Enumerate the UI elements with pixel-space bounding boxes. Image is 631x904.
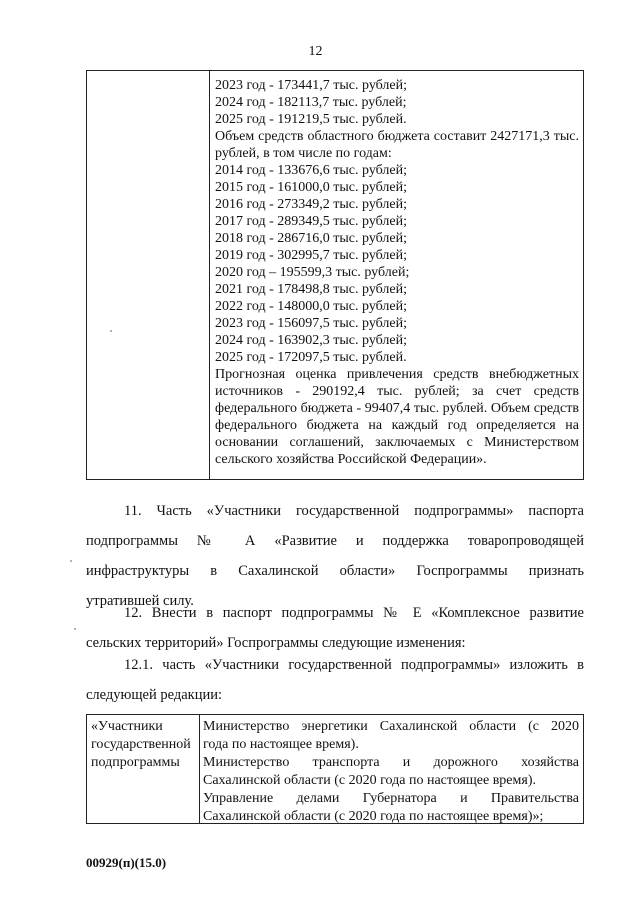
paragraph-line: 11. Часть «Участники государственной подпрограммы» паспорта bbox=[124, 503, 584, 519]
funding-table-right-cell bbox=[215, 77, 579, 468]
extrabudgetary-note: Прогнозная оценка привлечения средств внебюджетных источников - 290192,4 тыс. рублей; за счет средств федерального бюджета - 99407,4 тыс. рублей. Объем средств федерального бюджета на каждый год определяется на основании соглашений, заключаемых с Министерством сельского хозяйства Российской Федерации». bbox=[215, 367, 579, 467]
page-number: 12 bbox=[308, 44, 323, 59]
participant-line: Управление делами Губернатора и Правительства bbox=[203, 791, 579, 806]
table-column-divider bbox=[199, 715, 200, 823]
funding-line: 2025 год - 172097,5 тыс. рублей. bbox=[215, 350, 407, 365]
participant-line: Сахалинской области (с 2020 года по настоящее время)»; bbox=[203, 809, 544, 824]
paragraph-line: подпрограммы № А «Развитие и поддержка товаропроводящей bbox=[86, 533, 584, 549]
paragraph-line: 12.1. часть «Участники государственной подпрограммы» изложить в bbox=[124, 657, 584, 673]
document-code: 00929(п)(15.0) bbox=[86, 855, 167, 870]
participant-line: года по настоящее время). bbox=[203, 737, 359, 752]
participants-table bbox=[86, 714, 584, 824]
participants-value-cell bbox=[203, 718, 579, 826]
paragraph-12 bbox=[86, 598, 584, 658]
participant-line: Министерство энергетики Сахалинской области (с 2020 bbox=[203, 719, 579, 734]
funding-line: 2015 год - 161000,0 тыс. рублей; bbox=[215, 180, 408, 195]
funding-line: 2018 год - 286716,0 тыс. рублей; bbox=[215, 231, 408, 246]
paragraph-line: инфраструктуры в Сахалинской области» Госпрограммы признать bbox=[86, 563, 584, 579]
funding-line: 2025 год - 191219,5 тыс. рублей. bbox=[215, 112, 407, 127]
funding-line: 2020 год – 195599,3 тыс. рублей; bbox=[215, 265, 410, 280]
funding-line: 2024 год - 163902,3 тыс. рублей; bbox=[215, 333, 408, 348]
funding-line: 2023 год - 156097,5 тыс. рублей; bbox=[215, 316, 408, 331]
paragraph-line: сельских территорий» Госпрограммы следующие изменения: bbox=[86, 635, 466, 651]
paragraph-line: следующей редакции: bbox=[86, 687, 223, 703]
funding-line: 2016 год - 273349,2 тыс. рублей; bbox=[215, 197, 408, 212]
scan-speck bbox=[70, 560, 72, 562]
funding-line: 2014 год - 133676,6 тыс. рублей; bbox=[215, 163, 408, 178]
paragraph-line: 12. Внести в паспорт подпрограммы № Е «Комплексное развитие bbox=[124, 605, 584, 621]
participants-label-cell: «Участники государственной подпрограммы bbox=[91, 719, 191, 770]
funding-line: 2024 год - 182113,7 тыс. рублей; bbox=[215, 95, 407, 110]
scan-speck bbox=[74, 628, 76, 630]
funding-line: 2019 год - 302995,7 тыс. рублей; bbox=[215, 248, 408, 263]
participant-line: Министерство транспорта и дорожного хозяйства bbox=[203, 755, 579, 770]
funding-line: 2023 год - 173441,7 тыс. рублей; bbox=[215, 78, 408, 93]
participant-line: Сахалинской области (с 2020 года по настоящее время). bbox=[203, 773, 536, 788]
scan-speck bbox=[110, 330, 112, 332]
funding-line: 2017 год - 289349,5 тыс. рублей; bbox=[215, 214, 408, 229]
funding-line: 2021 год - 178498,8 тыс. рублей; bbox=[215, 282, 408, 297]
regional-budget-total: Объем средств областного бюджета составит 2427171,3 тыс. рублей, в том числе по годам: bbox=[215, 129, 579, 161]
funding-table bbox=[86, 70, 584, 480]
funding-line: 2022 год - 148000,0 тыс. рублей; bbox=[215, 299, 408, 314]
paragraph-line: утратившей силу. bbox=[86, 593, 194, 609]
paragraph-12-1 bbox=[86, 650, 584, 710]
table-column-divider bbox=[209, 71, 210, 479]
